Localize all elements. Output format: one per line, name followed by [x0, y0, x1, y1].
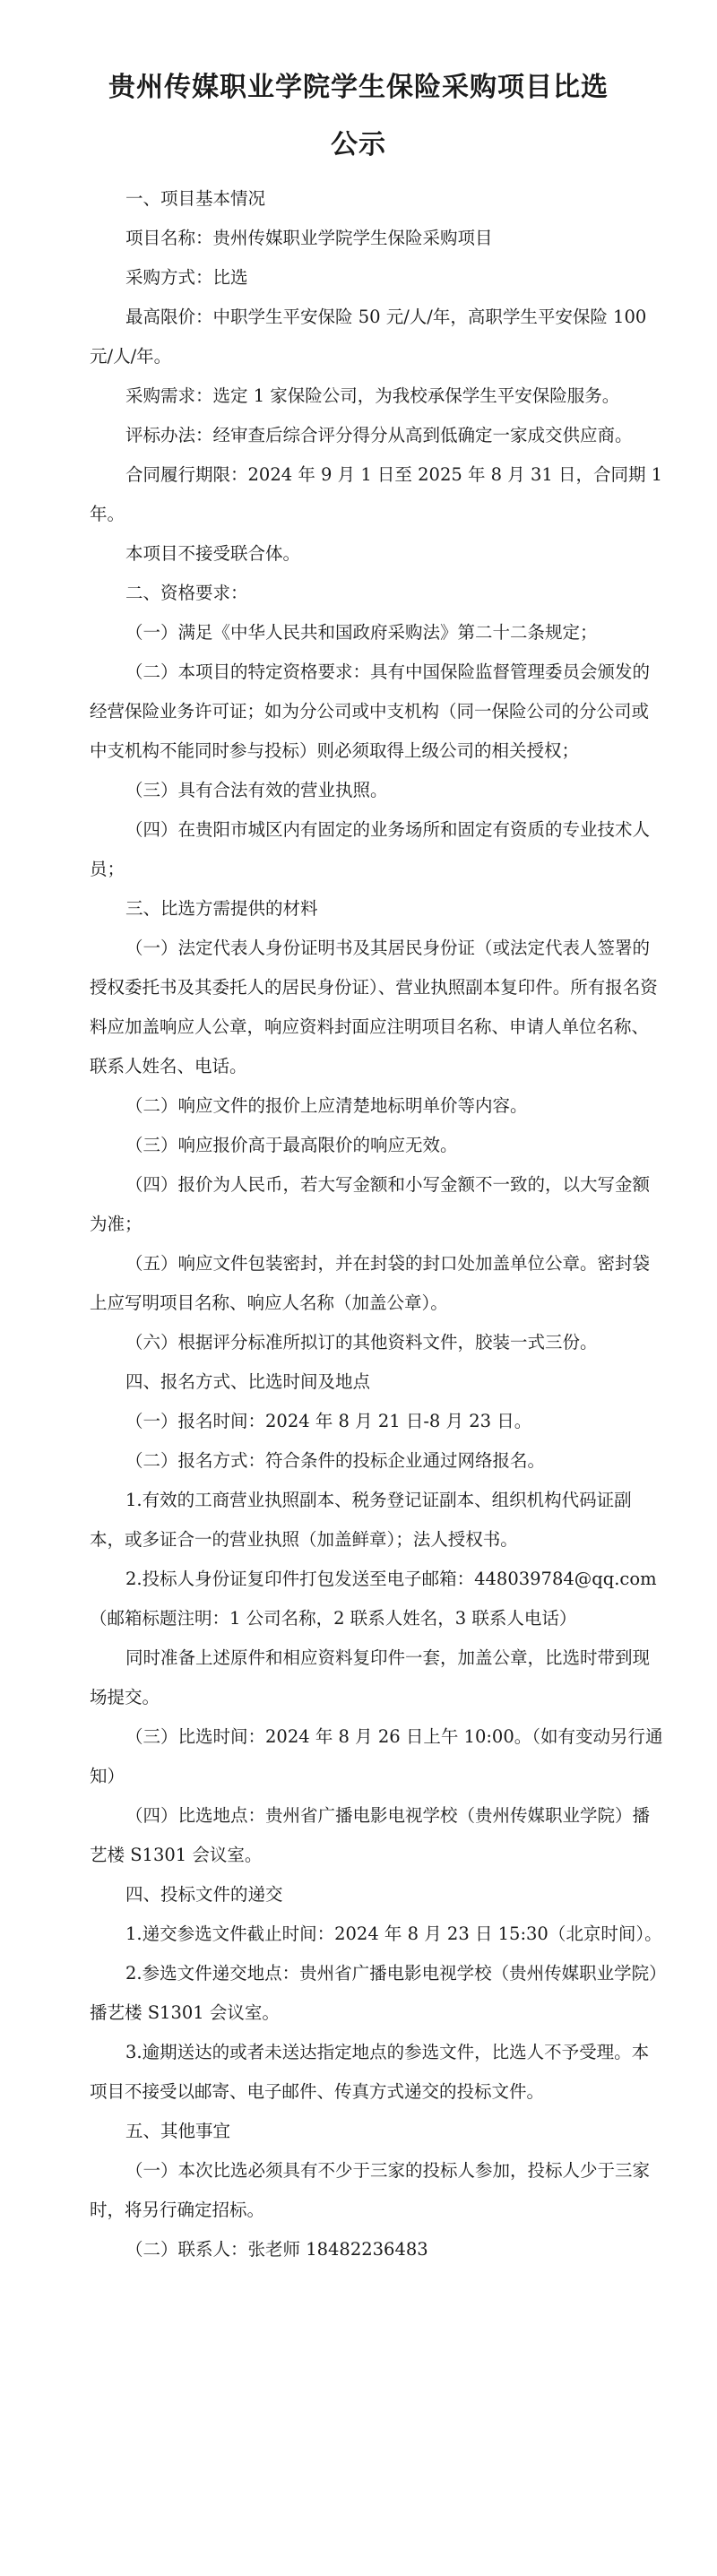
registration-item: （三）比选时间：2024 年 8 月 26 日上午 10:00。（如有变动另行通知） [90, 1726, 663, 1786]
section-heading-qualification: 二、资格要求： [125, 583, 248, 603]
submission-item: 1.递交参选文件截止时间：2024 年 8 月 23 日 15:30（北京时间）。 [125, 1923, 662, 1944]
contact-info: （二）联系人：张老师 18482236483 [125, 2239, 428, 2260]
evaluation-method: 评标办法：经审查后综合评分得分从高到低确定一家成交供应商。 [125, 425, 633, 445]
materials-item: （六）根据评分标准所拟订的其他资料文件，胶装一式三份。 [125, 1332, 598, 1353]
section-heading-basic-info: 一、项目基本情况 [125, 188, 266, 209]
other-item: （一）本次比选必须具有不少于三家的投标人参加，投标人少于三家时，将另行确定招标。 [90, 2160, 651, 2220]
procurement-method: 采购方式：比选 [125, 267, 248, 288]
materials-item: （一）法定代表人身份证明书及其居民身份证（或法定代表人签署的授权委托书及其委托人的居民身份证）、营业执照副本复印件。所有报名资料应加盖响应人公章，响应资料封面应注明项目名称、申请人单位名称、联系人姓名、电话。 [90, 938, 658, 1076]
section-heading-submission: 四、投标文件的递交 [125, 1884, 283, 1905]
project-name: 项目名称：贵州传媒职业学院学生保险采购项目 [125, 228, 493, 248]
notice-body [0, 179, 717, 2269]
section-heading-materials: 三、比选方需提供的材料 [125, 898, 318, 919]
registration-item: （一）报名时间：2024 年 8 月 21 日-8 月 23 日。 [125, 1411, 532, 1431]
submission-item: 3.逾期送达的或者未送达指定地点的参选文件，比选人不予受理。本项目不接受以邮寄、电子邮件、传真方式递交的投标文件。 [90, 2042, 650, 2102]
page-title-line-2: 公示 [331, 129, 386, 160]
contract-period: 合同履行期限：2024 年 9 月 1 日至 2025 年 8 月 31 日，合同期 1 年。 [90, 464, 663, 524]
section-heading-registration: 四、报名方式、比选时间及地点 [125, 1371, 371, 1392]
page-title-line-1: 贵州传媒职业学院学生保险采购项目比选 [108, 72, 609, 103]
section-heading-other: 五、其他事宜 [125, 2121, 231, 2141]
materials-item: （五）响应文件包装密封，并在封袋的封口处加盖单位公章。密封袋上应写明项目名称、响应人名称（加盖公章）。 [90, 1253, 651, 1313]
qualification-item: （二）本项目的特定资格要求：具有中国保险监督管理委员会颁发的经营保险业务许可证；如为分公司或中支机构（同一保险公司的分公司或中支机构不能同时参与投标）则必须取得上级公司的相关授权； [90, 661, 651, 761]
registration-item: 2.投标人身份证复印件打包发送至电子邮箱：448039784@qq.com（邮箱标题注明：1 公司名称，2 联系人姓名，3 联系人电话） [90, 1569, 657, 1629]
registration-item: （四）比选地点：贵州省广播电影电视学校（贵州传媒职业学院）播艺楼 S1301 会议室。 [90, 1805, 651, 1865]
materials-item: （四）报价为人民币，若大写金额和小写金额不一致的，以大写金额为准； [90, 1174, 651, 1234]
materials-item: （三）响应报价高于最高限价的响应无效。 [125, 1135, 458, 1155]
procurement-requirement: 采购需求：选定 1 家保险公司，为我校承保学生平安保险服务。 [125, 385, 620, 406]
registration-item: 1.有效的工商营业执照副本、税务登记证副本、组织机构代码证副本，或多证合一的营业执照（加盖鲜章）；法人授权书。 [90, 1490, 632, 1550]
qualification-item: （三）具有合法有效的营业执照。 [125, 780, 388, 800]
materials-item: （二）响应文件的报价上应清楚地标明单价等内容。 [125, 1095, 528, 1116]
price-limit: 最高限价：中职学生平安保险 50 元/人/年，高职学生平安保险 100 元/人/年。 [90, 307, 647, 367]
submission-item: 2.参选文件递交地点：贵州省广播电影电视学校（贵州传媒职业学院）播艺楼 S1301 会议室。 [90, 1963, 658, 2023]
registration-item: 同时准备上述原件和相应资料复印件一套，加盖公章，比选时带到现场提交。 [90, 1647, 651, 1707]
qualification-item: （一）满足《中华人民共和国政府采购法》第二十二条规定； [125, 622, 598, 643]
registration-item: （二）报名方式：符合条件的投标企业通过网络报名。 [125, 1450, 546, 1471]
no-consortium: 本项目不接受联合体。 [125, 543, 301, 564]
qualification-item: （四）在贵阳市城区内有固定的业务场所和固定有资质的专业技术人员； [90, 819, 651, 879]
